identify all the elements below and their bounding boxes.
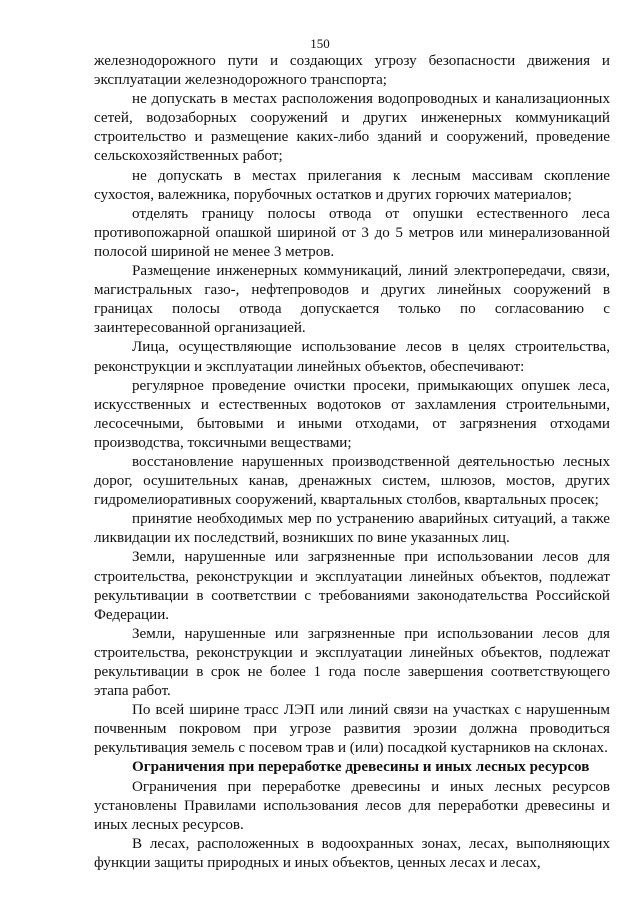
paragraph: не допускать в местах прилегания к лесным массивам скопление сухостоя, валежника, порубочных остатков и других горючих материалов; (94, 167, 610, 203)
document-body (94, 52, 610, 873)
paragraph: Размещение инженерных коммуникаций, линий электропередачи, связи, магистральных газо-, нефтепроводов и других линейных сооружений в границах полосы отвода допускается только по согласованию с заинтересованной организацией. (94, 263, 610, 337)
paragraph: Ограничения при переработке древесины и иных лесных ресурсов установлены Правилами использования лесов для переработки древесины и иных лесных ресурсов. (94, 778, 610, 833)
page-number: 150 (310, 36, 330, 51)
section-heading: Ограничения при переработке древесины и иных лесных ресурсов (132, 759, 590, 776)
paragraph: регулярное проведение очистки просеки, примыкающих опушек леса, искусственных и естественных водотоков от захламления строительными, лесосечными, бытовыми и иными отходами, от загрязнения отходами производства, токсичными веществами; (94, 377, 610, 451)
paragraph: железнодорожного пути и создающих угрозу безопасности движения и эксплуатации железнодорожного транспорта; (94, 53, 610, 89)
paragraph: принятие необходимых мер по устранению аварийных ситуаций, а также ликвидации их последствий, возникших по вине указанных лиц. (94, 511, 610, 547)
paragraph: восстановление нарушенных производственной деятельностью лесных дорог, осушительных канав, дренажных систем, шлюзов, мостов, других гидромелиоративных сооружений, квартальных столбов, квартальных просек; (94, 453, 610, 509)
paragraph: В лесах, расположенных в водоохранных зонах, лесах, выполняющих функции защиты природных и иных объектов, ценных лесах и лесах, (94, 835, 610, 871)
paragraph: Лица, осуществляющие использование лесов в целях строительства, реконструкции и эксплуатации линейных объектов, обеспечивают: (94, 339, 610, 375)
paragraph: Земли, нарушенные или загрязненные при использовании лесов для строительства, реконструкции и эксплуатации линейных объектов, подлежат рекультивации в соответствии с требованиями законодательства Российской Федерации. (94, 549, 610, 623)
paragraph: Земли, нарушенные или загрязненные при использовании лесов для строительства, реконструкции и эксплуатации линейных объектов, подлежат рекультивации в срок не более 1 года после завершения соответствующего этапа работ. (94, 625, 610, 700)
paragraph: отделять границу полосы отвода от опушки естественного леса противопожарной опашкой шириной от 3 до 5 метров или минерализованной полосой шириной не менее 3 метров. (94, 205, 610, 260)
paragraph: По всей ширине трасс ЛЭП или линий связи на участках с нарушенным почвенным покровом при угрозе развития эрозии должна проводиться рекультивация земель с посевом трав и (или) посадкой кустарников на склонах. (94, 702, 610, 757)
paragraph: не допускать в местах расположения водопроводных и канализационных сетей, водозаборных сооружений и других инженерных коммуникаций строительство и размещение каких-либо зданий и сооружений, проведение сельскохозяйственных работ; (94, 91, 610, 165)
